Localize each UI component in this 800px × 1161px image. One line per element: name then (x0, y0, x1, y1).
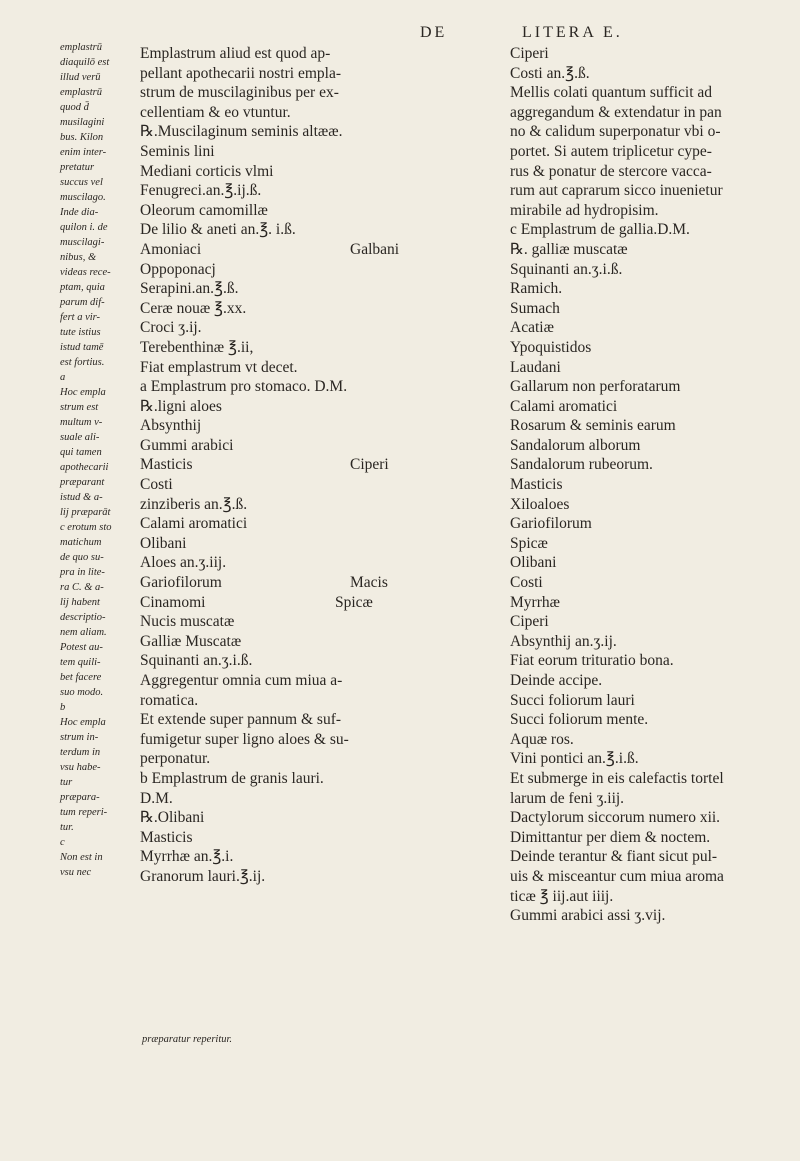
right-column-line: Deinde terantur & fiant sicut pul- (510, 848, 718, 866)
left-column-line: ℞.ligni aloes (140, 397, 222, 415)
margin-note-line: muscilago. (60, 192, 106, 203)
left-column-line: fumigetur super ligno aloes & su- (140, 730, 349, 748)
right-column-line: no & calidum superponatur vbi o- (510, 123, 721, 141)
right-column-line: Olibani (510, 554, 557, 572)
margin-note-line: Non est in (60, 852, 103, 863)
right-column-text (510, 44, 780, 926)
left-column-line: Oppoponacj (140, 260, 216, 278)
margin-note-line: tum reperi- (60, 807, 108, 818)
right-column-line: Ciperi (510, 613, 549, 631)
footer-tail: præparatur reperitur. (142, 1034, 233, 1045)
right-column-line: Et submerge in eis calefactis tortel (510, 769, 724, 787)
margin-note-line: vsu habe- (60, 762, 101, 773)
right-column-line: uis & misceantur cum miua aroma (510, 867, 724, 885)
right-column-line: Acatiæ (510, 319, 554, 337)
left-column-line: ℞.Muscilaginum seminis altææ. (140, 123, 343, 141)
margin-note-line: Hoc empla (60, 717, 106, 728)
left-column-line: Masticis (140, 828, 193, 846)
right-column-line: Sandalorum alborum (510, 436, 641, 454)
margin-note-line: istud tamē (60, 342, 104, 353)
margin-note-line: c erotum sto (60, 522, 112, 533)
left-column-line: Amoniaci Galbani (140, 240, 400, 258)
right-column-line: rus & ponatur de stercore vacca- (510, 162, 712, 180)
left-column-line: Gariofilorum Macis (140, 574, 388, 592)
margin-note-line: illud verū (60, 72, 101, 83)
margin-note-line: vsu nec (60, 867, 92, 878)
left-column-line: Galliæ Muscatæ (140, 632, 242, 650)
ciperi-label: Ciperi (350, 456, 389, 474)
margin-note-line: suo modo. (60, 687, 104, 698)
left-column-line: Calami aromatici (140, 515, 248, 533)
left-column-line: Costi (140, 476, 173, 494)
margin-note-line: Hoc empla (60, 387, 106, 398)
margin-note-line: præparant (60, 477, 105, 488)
left-column-line: Myrrhæ an.℥.i. (140, 848, 234, 866)
right-column-line: Spicæ (510, 534, 548, 552)
left-column-line: romatica. (140, 691, 199, 709)
left-column-line: strum de muscilaginibus per ex- (140, 84, 339, 102)
right-column-line: Sumach (510, 299, 560, 317)
left-column-line: Ceræ nouæ ℥.xx. (140, 299, 247, 317)
left-column-line: a Emplastrum pro stomaco. D.M. (140, 378, 348, 396)
right-column-line: Myrrhæ (510, 593, 560, 611)
right-column-line: Aquæ ros. (510, 730, 574, 748)
right-column-line: Costi an.℥.ß. (510, 64, 590, 82)
margin-note-line: tute istius (60, 327, 101, 338)
margin-note-line: matichum (60, 537, 102, 548)
left-column-line: Seminis lini (140, 142, 215, 160)
margin-note-line: tur. (60, 822, 74, 833)
margin-note-line: Inde dia- (60, 207, 99, 218)
margin-note-line: diaquilō est (60, 57, 110, 68)
left-column-line: b Emplastrum de granis lauri. (140, 769, 324, 787)
margin-note-line: bus. Kilon (60, 132, 104, 143)
right-column-line: Gummi arabici assi ʒ.vij. (510, 907, 666, 925)
margin-note-line: descriptio- (60, 612, 106, 623)
margin-note-line: tur (60, 777, 73, 788)
right-column-line: Calami aromatici (510, 397, 618, 415)
right-column-line: rum aut caprarum sicco inuenietur (510, 182, 723, 200)
right-column-line: ℞. galliæ muscatæ (510, 240, 628, 258)
margin-note-line: ptam, quia (60, 282, 105, 293)
margin-note-line: strum est (60, 402, 99, 413)
margin-note-line: qui tamen (60, 447, 102, 458)
right-column-line: Masticis (510, 476, 563, 494)
left-column-line: ℞.Olibani (140, 809, 205, 827)
marginal-notes (60, 40, 140, 880)
left-column-line: Gummi arabici (140, 436, 234, 454)
left-column-line: Et extende super pannum & suf- (140, 711, 342, 729)
left-column-line: Aggregentur omnia cum miua a- (140, 672, 343, 689)
margin-note-line: muscilagi- (60, 237, 105, 248)
right-column-line: Absynthij an.ʒ.ij. (510, 632, 617, 650)
right-column-line: Mellis colati quantum sufficit ad (510, 84, 713, 102)
margin-note-line: nibus, & (60, 252, 97, 263)
margin-note-line: emplastrū (60, 87, 102, 98)
margin-note-line: pra in lite- (60, 567, 105, 578)
right-column-line: Fiat eorum trituratio bona. (510, 652, 674, 670)
right-column-line: Gariofilorum (510, 515, 592, 533)
margin-note-line: c (60, 837, 65, 848)
margin-note-line: enim inter- (60, 147, 107, 158)
left-column-text (140, 44, 470, 887)
left-column-line: Serapini.an.℥.ß. (140, 280, 239, 298)
right-column-line: larum de feni ʒ.iij. (510, 789, 625, 807)
left-column-line: Fiat emplastrum vt decet. (140, 358, 298, 376)
right-column-line: Squinanti an.ʒ.i.ß. (510, 260, 623, 278)
left-column-line: cellentiam & eo vtuntur. (140, 103, 291, 121)
left-column-line: Granorum lauri.℥.ij. (140, 867, 266, 885)
margin-note-line: apothecarii (60, 462, 109, 473)
margin-note-line: ra C. & a- (60, 582, 104, 593)
left-column-line: De lilio & aneti an.℥. i.ß. (140, 221, 296, 239)
margin-note-line: strum in- (60, 732, 99, 743)
right-column-line: Xiloaloes (510, 495, 570, 513)
left-column-line: D.M. (140, 789, 173, 807)
left-column-line: Cinamomi Spicæ (140, 593, 373, 611)
right-column-line: Succi foliorum mente. (510, 711, 649, 729)
right-column-line: Succi foliorum lauri (510, 691, 635, 709)
left-column-line: Squinanti an.ʒ.i.ß. (140, 652, 253, 670)
margin-note-line: Potest au- (60, 642, 103, 653)
left-column-line: Terebenthinæ ℥.ii, (140, 338, 254, 356)
left-column-line: Emplastrum aliud est quod ap- (140, 45, 331, 62)
right-column-line: Dimittantur per diem & noctem. (510, 828, 711, 846)
margin-note-line: musilagini (60, 117, 105, 128)
right-column-line: portet. Si autem triplicetur cype- (510, 142, 712, 160)
left-column-line: Masticis Ciperi (140, 456, 389, 474)
right-column-line: Laudani (510, 358, 561, 376)
left-column-line: Nucis muscatæ (140, 613, 235, 631)
right-column-line: Costi (510, 574, 543, 592)
right-column-line: Vini pontici an.℥.i.ß. (510, 750, 639, 768)
margin-note-line: multum v- (60, 417, 103, 428)
right-column-line: c Emplastrum de gallia.D.M. (510, 221, 690, 239)
left-column-line: Croci ʒ.ij. (140, 319, 202, 337)
left-column-line: perponatur. (140, 750, 211, 768)
right-column-line: Ciperi (510, 45, 549, 62)
left-column-line: Fenugreci.an.℥.ij.ß. (140, 182, 262, 200)
margin-note-line: a (60, 372, 66, 383)
right-column-line: Sandalorum rubeorum. (510, 456, 653, 474)
margin-note-line: præpara- (60, 792, 100, 803)
right-column-line: Ypoquistidos (510, 338, 592, 356)
left-column-line: zinziberis an.℥.ß. (140, 495, 248, 513)
margin-note-line: istud & a- (60, 492, 103, 503)
left-column-line: Oleorum camomillæ (140, 201, 268, 219)
right-column-line: Ramich. (510, 280, 563, 298)
margin-note-line: pretatur (60, 162, 95, 173)
header-left: DE (420, 24, 448, 41)
spicae-label: Spicæ (335, 593, 373, 611)
right-column-line: ticæ ℥ iij.aut iiij. (510, 887, 614, 905)
margin-note-line: fert a vir- (60, 312, 101, 323)
macis-label: Macis (350, 574, 388, 592)
margin-note-line: videas rece- (60, 267, 111, 278)
margin-note-line: tem quili- (60, 657, 101, 668)
margin-note-line: b (60, 702, 66, 713)
left-column-line: Olibani (140, 534, 187, 552)
header-right: LITERA E. (522, 24, 623, 41)
right-column-line: Dactylorum siccorum numero xii. (510, 809, 721, 827)
margin-note-line: est fortius. (60, 357, 105, 368)
margin-note-line: bet facere (60, 672, 102, 683)
margin-note-line: suale ali- (60, 432, 100, 443)
margin-note-line: succus vel (60, 177, 103, 188)
right-column-line: Gallarum non perforatarum (510, 378, 681, 396)
right-column-line: aggregandum & extendatur in pan (510, 103, 722, 121)
margin-note-line: terdum in (60, 747, 101, 758)
margin-note-line: de quo su- (60, 552, 104, 563)
right-column-line: Deinde accipe. (510, 672, 603, 689)
margin-note-line: lij habent (60, 597, 100, 608)
margin-note-line: nem aliam. (60, 627, 107, 638)
left-column-line: Mediani corticis vlmi (140, 162, 274, 180)
left-column-line: pellant apothecarii nostri empla- (140, 64, 341, 82)
margin-note-line: quilon i. de (60, 222, 108, 233)
margin-note-line: quod d̄ (60, 102, 89, 113)
right-column-line: mirabile ad hydropisim. (510, 201, 659, 219)
right-column-line: Rosarum & seminis earum (510, 417, 676, 435)
margin-note-line: parum dif- (60, 297, 105, 308)
margin-note-line: emplastrū (60, 42, 102, 53)
galbani-label: Galbani (350, 240, 400, 258)
left-column-line: Absynthij (140, 417, 202, 435)
margin-note-line: lij præparāt (60, 507, 111, 518)
left-column-line: Aloes an.ʒ.iij. (140, 554, 227, 572)
